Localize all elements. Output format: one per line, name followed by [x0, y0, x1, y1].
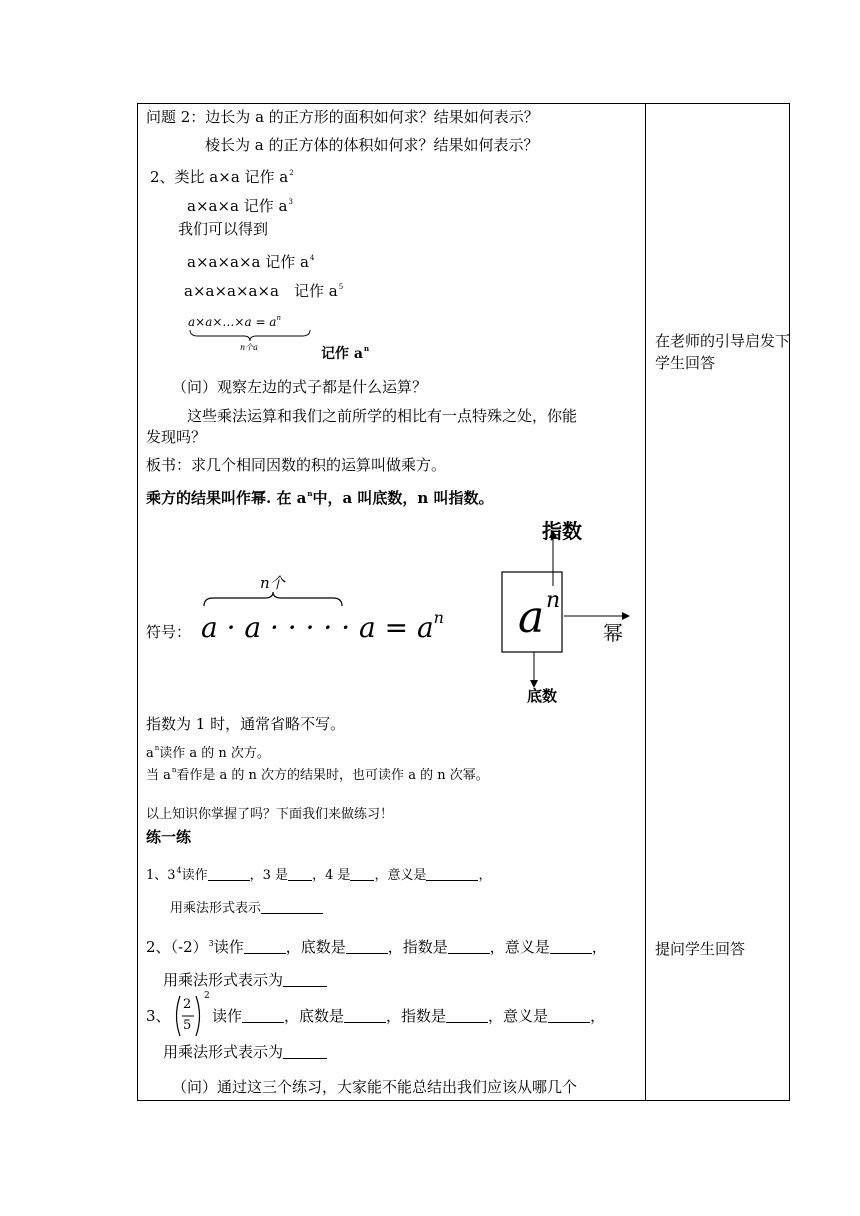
general-formula [188, 314, 318, 354]
exponent-one-note: 指数为 1 时，通常省略不写。 [146, 715, 346, 733]
symbol-formula-text: a · a · · · · · a = a [201, 611, 434, 644]
ex3-blank-meaning[interactable] [548, 1008, 590, 1023]
ex2-blank-exp[interactable] [448, 939, 490, 954]
ex3-blank-base[interactable] [344, 1008, 386, 1023]
ex1-blank-base[interactable] [288, 866, 312, 881]
ex2-blank-mult[interactable] [283, 972, 327, 987]
ex3-blank-exp[interactable] [446, 1008, 488, 1023]
column-divider [645, 103, 646, 1101]
side-note-guided: 在老师的引导启发下学生回答 [655, 332, 791, 372]
exponent-label: 指数 [542, 519, 582, 543]
question-2-line1: 问题 2：边长为 a 的正方形的面积如何求？结果如何表示？ [146, 108, 539, 126]
formula-brace [188, 328, 313, 342]
diagram-exponent-n: n [546, 588, 561, 613]
summary-question: （问）通过这三个练习，大家能不能总结出我们应该从哪几个 [172, 1078, 578, 1096]
analogy-line2: a×a×a 记作 $a^3$ [187, 197, 293, 215]
formula-exp: n [276, 314, 281, 322]
symbol-formula [201, 572, 444, 652]
ex2-blank-read[interactable] [244, 939, 286, 954]
base-label: 底数 [527, 687, 558, 705]
exercise-2-line2: 用乘法形式表示为 [163, 970, 327, 990]
symbol-label: 符号： [146, 623, 192, 641]
ex2-blank-base[interactable] [346, 939, 388, 954]
ex3-blank-mult[interactable] [283, 1044, 327, 1059]
we-get-line: 我们可以得到 [178, 220, 269, 238]
read-note: $a^n$读作 a 的 n 次方。 [146, 744, 270, 761]
four-factor-line: a×a×a×a 记作 $a^4$ [187, 253, 315, 271]
ex1-blank-meaning[interactable] [426, 866, 478, 881]
board-note: 板书：求几个相同因数的积的运算叫做乘方。 [146, 456, 447, 474]
ex1-blank-read[interactable] [208, 866, 250, 881]
observe-question: （问）观察左边的式子都是什么运算？ [172, 378, 428, 396]
symbol-brace [201, 590, 351, 610]
discover-line1: 这些乘法运算和我们之前所学的相比有一点特殊之处，你能 [187, 407, 578, 425]
ex2-blank-meaning[interactable] [550, 939, 592, 954]
formula-lhs: a×a×…×a = a [188, 315, 277, 329]
exercise-3-line2: 用乘法形式表示为 [163, 1042, 327, 1062]
power-definition: 乘方的结果叫作幂. 在 $a^n$中，a 叫底数，n 叫指数。 [146, 489, 494, 507]
fraction-denominator: 5 [183, 1018, 192, 1033]
exercise-1: 1、$3^4$读作 ，3 是 ，4 是 ，意义是 ， [146, 866, 492, 883]
mastered-note: 以上知识你掌握了吗？下面我们来做练习！ [146, 807, 394, 822]
ex3-blank-read[interactable] [242, 1008, 284, 1023]
diagram-base-a: a [518, 592, 545, 643]
fraction-exponent: 2 [204, 991, 210, 1001]
ex1-blank-mult[interactable] [261, 899, 323, 914]
formula-label: 记作 $a^n$ [321, 344, 370, 362]
power-read-note: 当 $a^n$看作是 a 的 n 次方的结果时，也可读作 a 的 n 次幂。 [146, 766, 489, 783]
exercise-2: 2、$(-2)^3$读作 ，底数是 ，指数是 ，意义是 ， [146, 938, 607, 956]
power-label: 幂 [603, 621, 623, 645]
side-note-question: 提问学生回答 [655, 940, 746, 958]
fraction-numerator: 2 [183, 997, 192, 1012]
formula-under-label: n个a [240, 343, 258, 352]
practice-heading: 练一练 [146, 828, 192, 846]
power-diagram [490, 518, 640, 708]
brace-label: n个 [260, 574, 285, 592]
symbol-formula-exp: n [433, 608, 444, 627]
question-2-line2: 棱长为 a 的正方体的体积如何求？结果如何表示？ [205, 136, 539, 154]
five-factor-line: a×a×a×a×a 记作 $a^5$ [184, 282, 344, 300]
discover-line2: 发现吗？ [146, 428, 207, 446]
ex1-blank-exp[interactable] [350, 866, 374, 881]
analogy-line1: 2、类比 a×a 记作 $a^2$ [150, 168, 294, 186]
exercise-1-line2: 用乘法形式表示 [170, 899, 323, 918]
